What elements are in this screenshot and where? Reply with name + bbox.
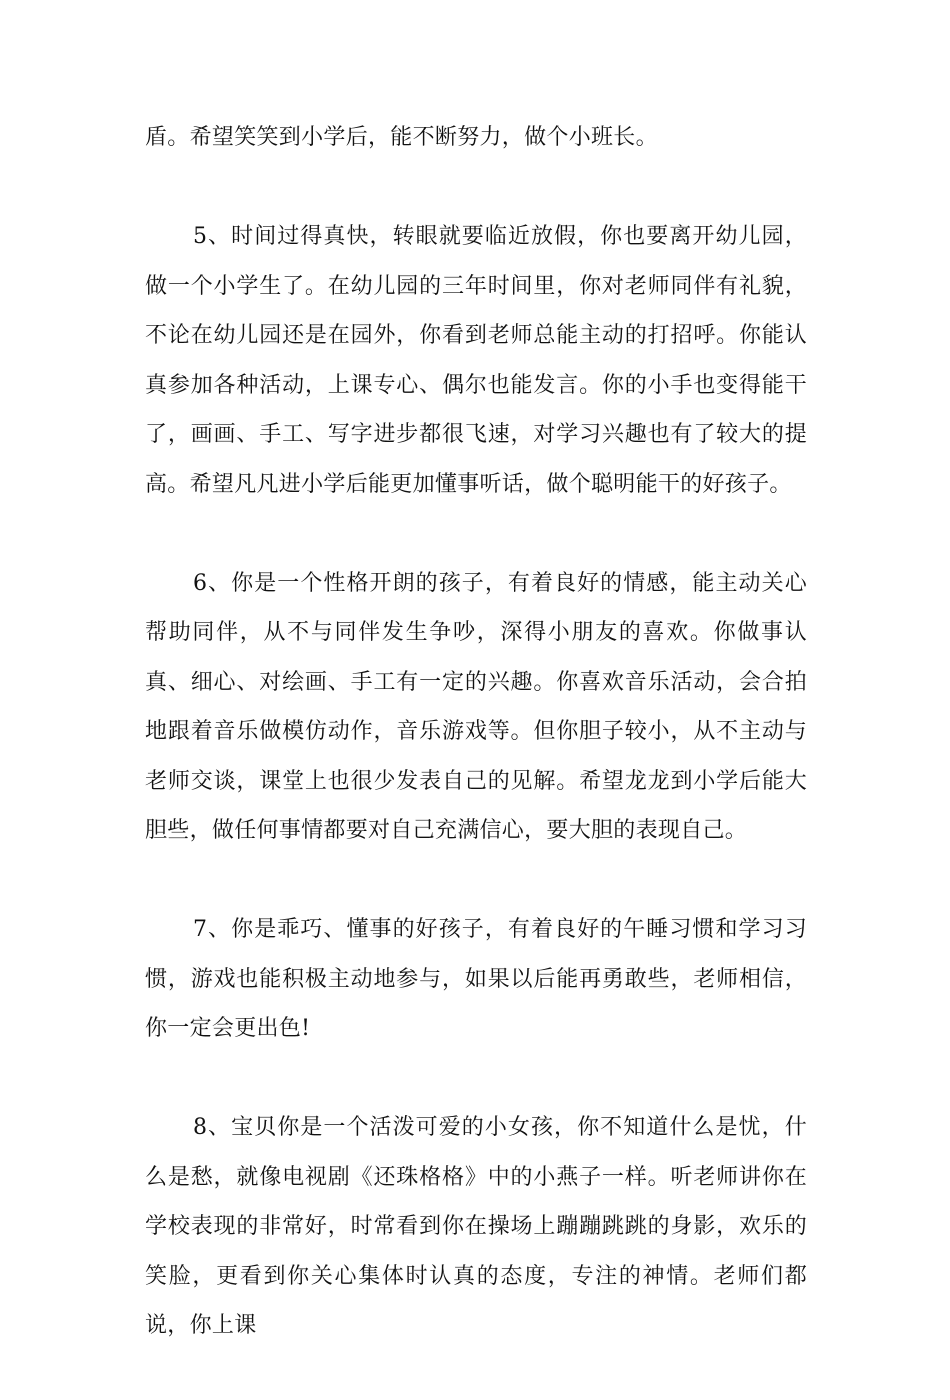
paragraph-7: 7、你是乖巧、懂事的好孩子，有着良好的午睡习惯和学习习惯，游戏也能积极主动地参与，如果以后能再勇敢些，老师相信，你一定会更出色!	[145, 917, 807, 1041]
paragraph-8: 8、宝贝你是一个活泼可爱的小女孩，你不知道什么是忧，什么是愁，就像电视剧《还珠格格》中的小燕子一样。听老师讲你在学校表现的非常好，时常看到你在操场上蹦蹦跳跳的身影，欢乐的笑脸，更看到你关心集体时认真的态度，专注的神情。老师们都说，你上课	[145, 1115, 807, 1338]
document-body	[145, 113, 807, 1400]
paragraph-continuation: 盾。希望笑笑到小学后，能不断努力，做个小班长。	[145, 125, 658, 150]
paragraph-6: 6、你是一个性格开朗的孩子，有着良好的情感，能主动关心帮助同伴，从不与同伴发生争吵，深得小朋友的喜欢。你做事认真、细心、对绘画、手工有一定的兴趣。你喜欢音乐活动，会合拍地跟着音乐做模仿动作，音乐游戏等。但你胆子较小，从不主动与老师交谈，课堂上也很少发表自己的见解。希望龙龙到小学后能大胆些，做任何事情都要对自己充满信心，要大胆的表现自己。	[145, 570, 807, 843]
paragraph-5: 5、时间过得真快，转眼就要临近放假，你也要离开幼儿园，做一个小学生了。在幼儿园的三年时间里，你对老师同伴有礼貌，不论在幼儿园还是在园外，你看到老师总能主动的打招呼。你能认真参加各种活动，上课专心、偶尔也能发言。你的小手也变得能干了，画画、手工、写字进步都很飞速，对学习兴趣也有了较大的提高。希望凡凡进小学后能更加懂事听话，做个聪明能干的好孩子。	[145, 224, 807, 497]
